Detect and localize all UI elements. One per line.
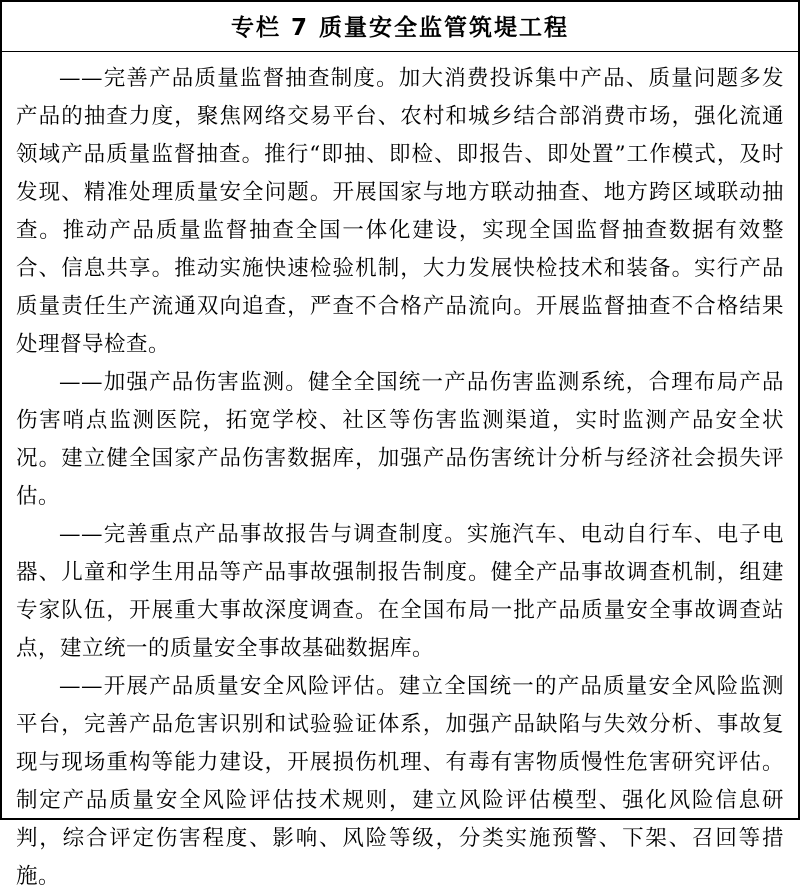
document-body bbox=[2, 52, 798, 896]
document-title-bar bbox=[2, 2, 798, 52]
paragraph: ——开展产品质量安全风险评估。建立全国统一的产品质量安全风险监测平台，完善产品危害识别和试验验证体系，加强产品缺陷与失效分析、事故复现与现场重构等能力建设，开展损伤机理、有毒有害物质慢性危害研究评估。制定产品质量安全风险评估技术规则，建立风险评估模型、强化风险信息研判，综合评定伤害程度、影响、风险等级，分类实施预警、下架、召回等措施。 bbox=[16, 674, 784, 889]
paragraph: ——加强产品伤害监测。健全全国统一产品伤害监测系统，合理布局产品伤害哨点监测医院，拓宽学校、社区等伤害监测渠道，实时监测产品安全状况。建立健全国家产品伤害数据库，加强产品伤害统计分析与经济社会损失评估。 bbox=[16, 370, 784, 509]
paragraph: ——完善产品质量监督抽查制度。加大消费投诉集中产品、质量问题多发产品的抽查力度，聚焦网络交易平台、农村和城乡结合部消费市场，强化流通领域产品质量监督抽查。推行“即抽、即检、即报告、即处置”工作模式，及时发现、精准处理质量安全问题。开展国家与地方联动抽查、地方跨区域联动抽查。推动产品质量监督抽查全国一体化建设，实现全国监督抽查数据有效整合、信息共享。推动实施快速检验机制，大力发展快检技术和装备。实行产品质量责任生产流通双向追查，严查不合格产品流向。开展监督抽查不合格结果处理督导检查。 bbox=[16, 66, 784, 357]
page-title: 专栏 7 质量安全监管筑堤工程 bbox=[230, 15, 570, 41]
paragraph: ——完善重点产品事故报告与调查制度。实施汽车、电动自行车、电子电器、儿童和学生用品等产品事故强制报告制度。健全产品事故调查机制，组建专家队伍，开展重大事故深度调查。在全国布局一批产品质量安全事故调查站点，建立统一的质量安全事故基础数据库。 bbox=[16, 522, 784, 661]
